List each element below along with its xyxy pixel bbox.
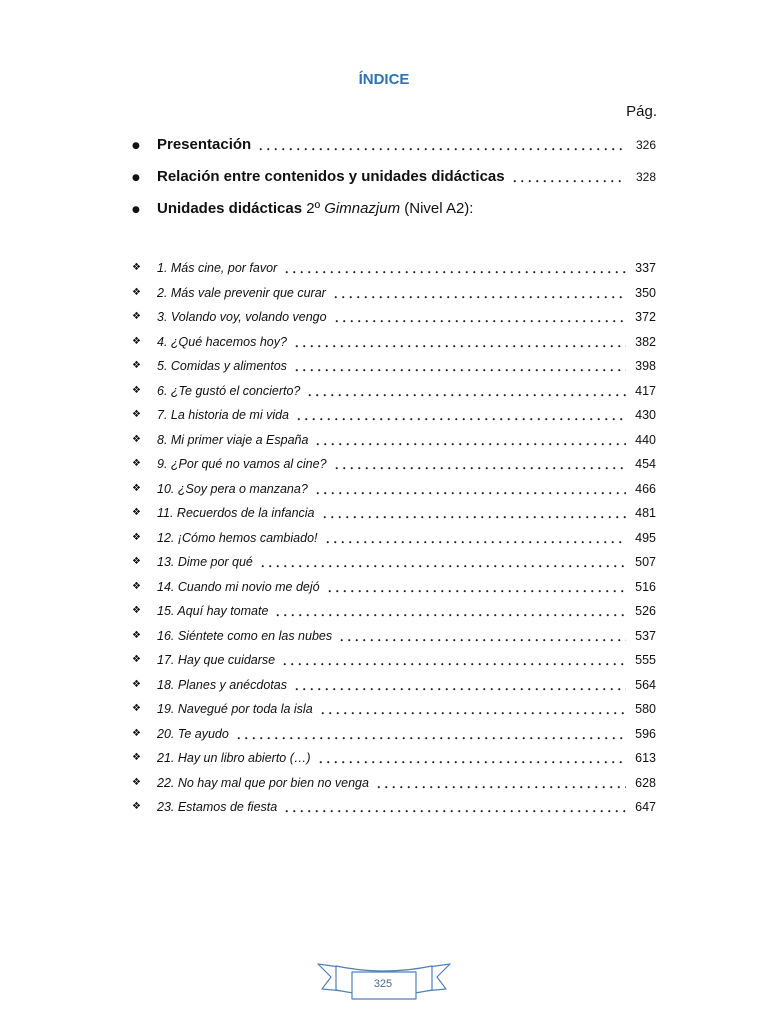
- toc-unit-entry: [128, 501, 656, 526]
- dot-leader: [235, 727, 626, 741]
- diamond-bullet-icon: [128, 452, 157, 476]
- unit-title: 18. Planes y anécdotas: [157, 677, 287, 692]
- dot-leader: [274, 604, 626, 618]
- unit-title: 22. No hay mal que por bien no venga: [157, 775, 369, 790]
- diamond-bullet-icon: [128, 477, 157, 501]
- dot-leader: [321, 506, 626, 520]
- diamond-bullet-icon: [128, 795, 157, 819]
- page-column-header: Pág.: [626, 103, 657, 120]
- unit-title: 2. Más vale prevenir que curar: [157, 285, 326, 300]
- unit-page-number: 564: [635, 677, 656, 692]
- toc-main-entry: [128, 161, 656, 193]
- diamond-bullet-icon: [128, 624, 157, 648]
- entry-page-number: 326: [635, 138, 656, 152]
- unit-title: 5. Comidas y alimentos: [157, 359, 287, 374]
- unit-title: 13. Dime por qué: [157, 555, 253, 570]
- bullet-icon: [128, 161, 157, 194]
- diamond-bullet-icon: [128, 281, 157, 305]
- unit-page-number: 647: [635, 800, 656, 815]
- page-number: 325: [373, 978, 393, 990]
- unit-page-number: 337: [635, 261, 656, 276]
- diamond-bullet-icon: [128, 771, 157, 795]
- unit-title: 23. Estamos de fiesta: [157, 800, 278, 815]
- toc-unit-entry: [128, 526, 656, 551]
- unit-page-number: 430: [635, 408, 656, 423]
- toc-unit-entry: [128, 477, 656, 502]
- unit-page-number: 382: [635, 334, 656, 349]
- units-heading: [157, 199, 473, 219]
- bullet-icon: [128, 193, 157, 226]
- toc-unit-entry: [128, 330, 656, 355]
- dot-leader: [317, 751, 626, 765]
- entry-page-number: 328: [635, 170, 656, 184]
- unit-title: 19. Navegué por toda la isla: [157, 702, 313, 717]
- bullet-icon: [128, 129, 157, 162]
- dot-leader: [314, 433, 626, 447]
- dot-leader: [319, 702, 626, 716]
- toc-unit-entry: [128, 771, 656, 796]
- dot-leader: [375, 776, 626, 790]
- diamond-bullet-icon: [128, 330, 157, 354]
- unit-title: 16. Siéntete como en las nubes: [157, 628, 333, 643]
- dot-leader: [324, 531, 627, 545]
- unit-title: 17. Hay que cuidarse: [157, 653, 276, 668]
- unit-title: 11. Recuerdos de la infancia: [157, 506, 315, 521]
- diamond-bullet-icon: [128, 697, 157, 721]
- dot-leader: [306, 384, 626, 398]
- units-toc-list: [128, 256, 656, 820]
- unit-page-number: 495: [635, 530, 656, 545]
- unit-page-number: 526: [635, 604, 656, 619]
- toc-unit-entry: [128, 256, 656, 281]
- toc-unit-entry: [128, 403, 656, 428]
- toc-unit-entry: [128, 624, 656, 649]
- diamond-bullet-icon: [128, 354, 157, 378]
- toc-unit-entry: [128, 550, 656, 575]
- dot-leader: [338, 629, 626, 643]
- dot-leader: [293, 678, 626, 692]
- toc-unit-entry: [128, 575, 656, 600]
- unit-page-number: 580: [635, 702, 656, 717]
- units-heading-level: 2º: [306, 200, 321, 217]
- diamond-bullet-icon: [128, 305, 157, 329]
- main-toc-list: [128, 129, 656, 225]
- dot-leader: [259, 555, 626, 569]
- unit-page-number: 454: [635, 457, 656, 472]
- toc-unit-entry: [128, 379, 656, 404]
- unit-title: 7. La historia de mi vida: [157, 408, 290, 423]
- diamond-bullet-icon: [128, 746, 157, 770]
- dot-leader: [293, 335, 626, 349]
- unit-title: 14. Cuando mi novio me dejó: [157, 579, 320, 594]
- unit-page-number: 596: [635, 726, 656, 741]
- unit-page-number: 417: [635, 383, 656, 398]
- diamond-bullet-icon: [128, 575, 157, 599]
- unit-title: 10. ¿Soy pera o manzana?: [157, 481, 308, 496]
- unit-title: 20. Te ayudo: [157, 726, 229, 741]
- unit-page-number: 628: [635, 775, 656, 790]
- diamond-bullet-icon: [128, 256, 157, 280]
- toc-main-entry: [128, 129, 656, 161]
- units-heading-school: Gimnazjum: [324, 200, 401, 217]
- dot-leader: [283, 261, 626, 275]
- unit-title: 1. Más cine, por favor: [157, 261, 278, 276]
- dot-leader: [333, 310, 626, 324]
- unit-page-number: 537: [635, 628, 656, 643]
- diamond-bullet-icon: [128, 599, 157, 623]
- diamond-bullet-icon: [128, 428, 157, 452]
- unit-page-number: 481: [635, 506, 656, 521]
- diamond-bullet-icon: [128, 501, 157, 525]
- toc-unit-entry: [128, 795, 656, 820]
- dot-leader: [511, 170, 626, 184]
- unit-page-number: 613: [635, 751, 656, 766]
- unit-title: 15. Aquí hay tomate: [157, 604, 269, 619]
- diamond-bullet-icon: [128, 379, 157, 403]
- diamond-bullet-icon: [128, 403, 157, 427]
- diamond-bullet-icon: [128, 648, 157, 672]
- unit-title: 9. ¿Por qué no vamos al cine?: [157, 457, 327, 472]
- diamond-bullet-icon: [128, 526, 157, 550]
- toc-unit-entry: [128, 746, 656, 771]
- dot-leader: [293, 359, 626, 373]
- units-heading-title: Unidades didácticas: [157, 200, 303, 217]
- toc-unit-entry: [128, 354, 656, 379]
- toc-unit-entry: [128, 599, 656, 624]
- unit-title: 4. ¿Qué hacemos hoy?: [157, 334, 287, 349]
- unit-title: 6. ¿Te gustó el concierto?: [157, 383, 301, 398]
- toc-unit-entry: [128, 305, 656, 330]
- toc-units-heading: [128, 193, 656, 225]
- unit-page-number: 440: [635, 432, 656, 447]
- diamond-bullet-icon: [128, 722, 157, 746]
- unit-title: 12. ¡Cómo hemos cambiado!: [157, 530, 318, 545]
- diamond-bullet-icon: [128, 673, 157, 697]
- unit-page-number: 555: [635, 653, 656, 668]
- unit-page-number: 372: [635, 310, 656, 325]
- unit-page-number: 516: [635, 579, 656, 594]
- unit-page-number: 398: [635, 359, 656, 374]
- entry-title: Relación entre contenidos y unidades didácticas: [157, 168, 505, 185]
- diamond-bullet-icon: [128, 550, 157, 574]
- units-heading-detail: (Nivel A2):: [404, 200, 474, 217]
- dot-leader: [283, 800, 626, 814]
- toc-unit-entry: [128, 673, 656, 698]
- unit-title: 8. Mi primer viaje a España: [157, 432, 309, 447]
- toc-unit-entry: [128, 697, 656, 722]
- dot-leader: [314, 482, 626, 496]
- toc-unit-entry: [128, 722, 656, 747]
- page-title: ÍNDICE: [358, 71, 410, 88]
- toc-unit-entry: [128, 428, 656, 453]
- unit-title: 3. Volando voy, volando vengo: [157, 310, 327, 325]
- unit-page-number: 466: [635, 481, 656, 496]
- dot-leader: [326, 580, 626, 594]
- unit-title: 21. Hay un libro abierto (…): [157, 751, 311, 766]
- dot-leader: [295, 408, 626, 422]
- toc-unit-entry: [128, 648, 656, 673]
- dot-leader: [281, 653, 626, 667]
- toc-unit-entry: [128, 452, 656, 477]
- dot-leader: [257, 138, 626, 152]
- unit-page-number: 350: [635, 285, 656, 300]
- unit-page-number: 507: [635, 555, 656, 570]
- entry-title: Presentación: [157, 136, 252, 153]
- dot-leader: [333, 457, 626, 471]
- toc-unit-entry: [128, 281, 656, 306]
- dot-leader: [332, 286, 626, 300]
